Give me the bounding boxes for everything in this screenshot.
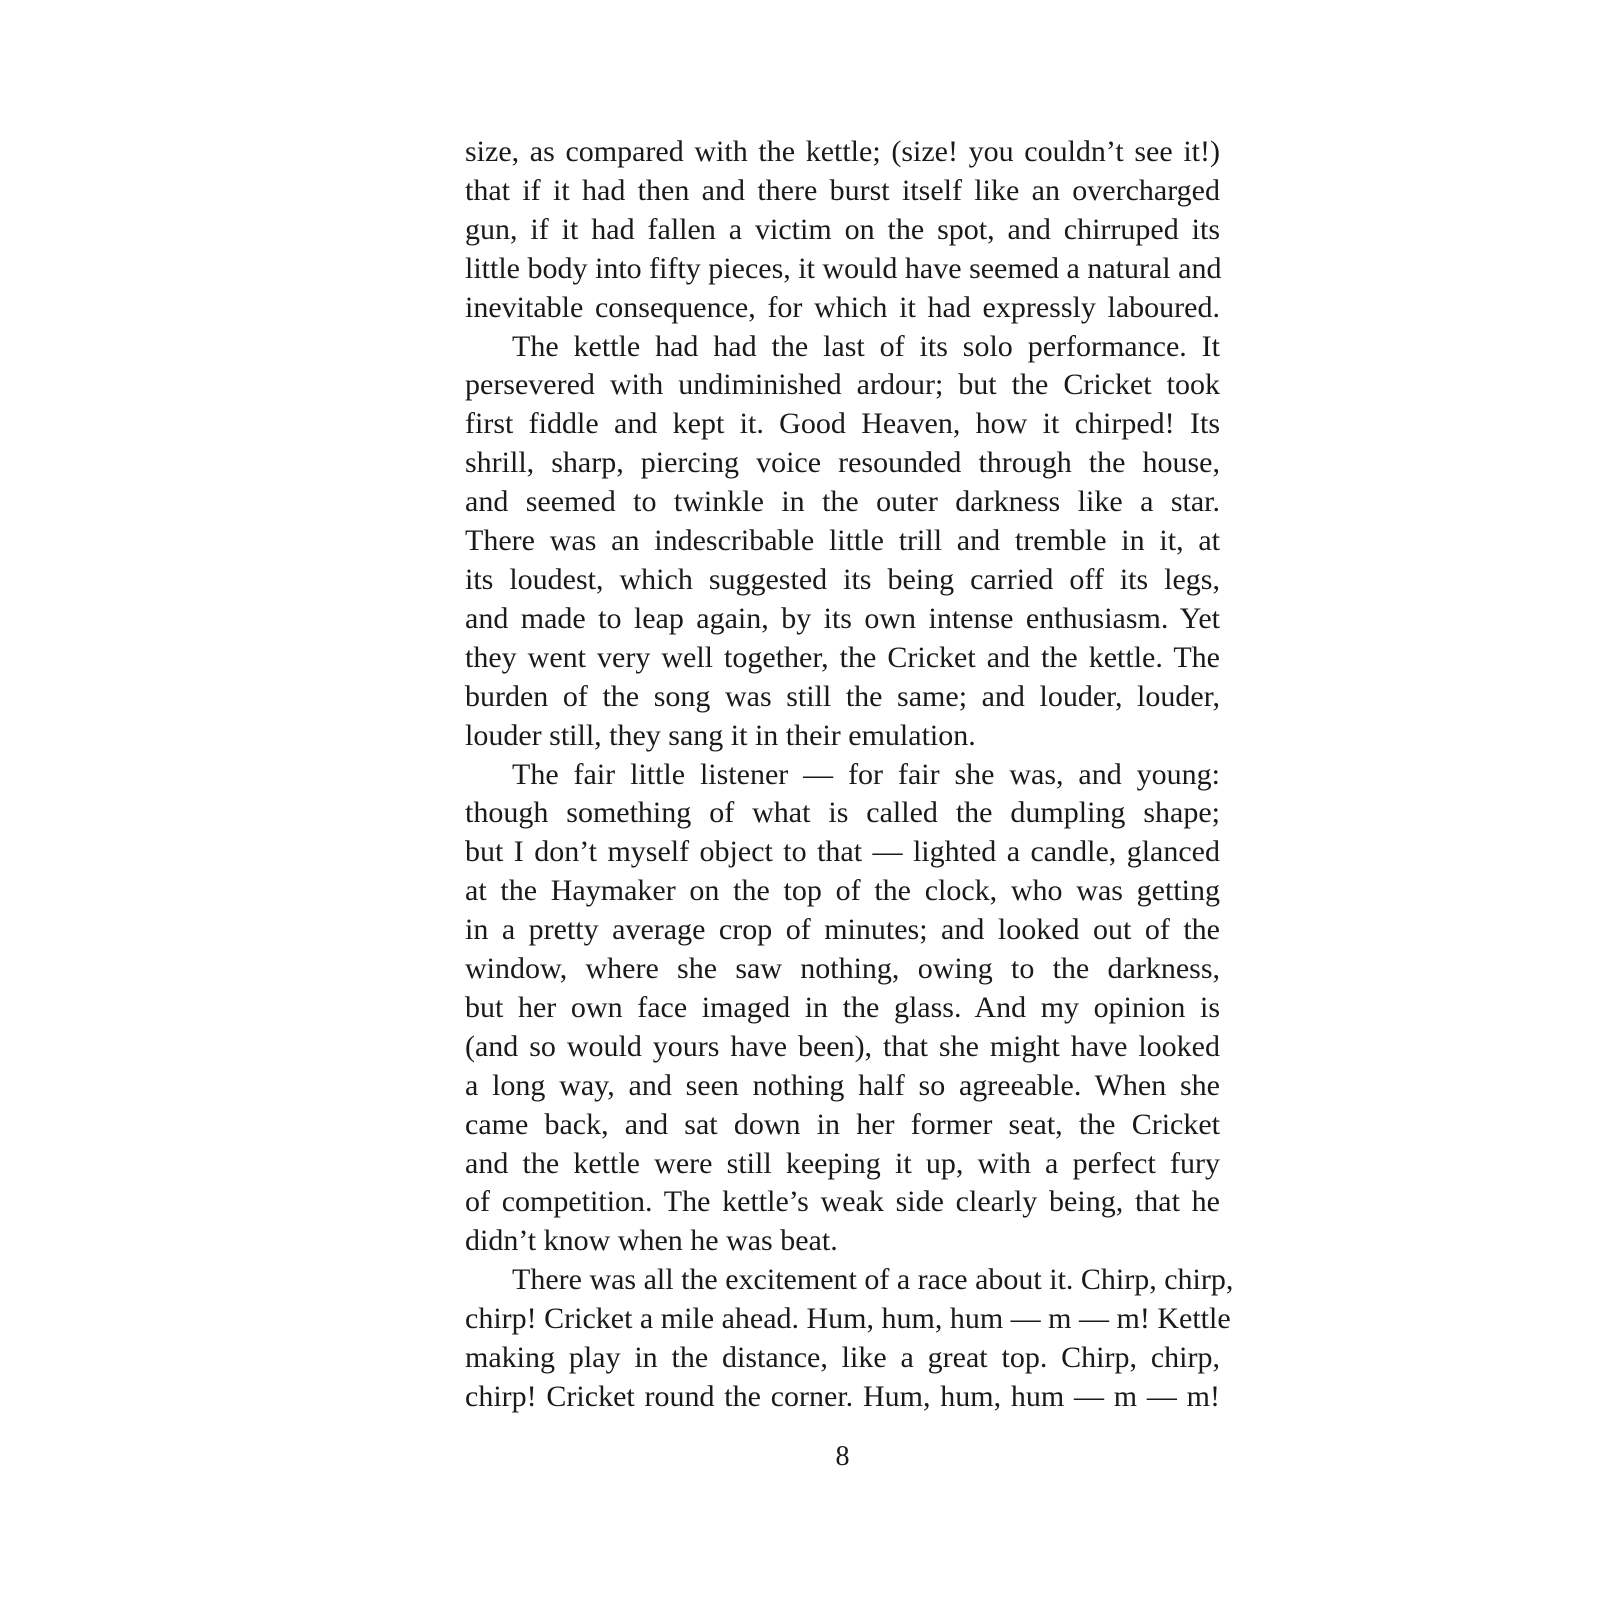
paragraph-first-line: The fair little listener — for fair she was, and young: [512,757,1220,791]
text-line: window, where she saw nothing, owing to the darkness, [465,952,1220,986]
text-line: a long way, and seen nothing half so agreeable. When she [465,1068,1220,1102]
text-line: gun, if it had fallen a victim on the spot, and chirruped its [465,212,1220,246]
text-line: its loudest, which suggested its being carried off its legs, [465,562,1220,596]
text-line: chirp! Cricket round the corner. Hum, hum, hum — m — m! [465,1380,1220,1413]
text-line: came back, and sat down in her former seat, the Cricket [465,1107,1220,1141]
text-line: and made to leap again, by its own intense enthusiasm. Yet [465,601,1220,635]
text-line: that if it had then and there burst itself like an overcharged [465,173,1220,207]
text-line: and seemed to twinkle in the outer darkness like a star. [465,485,1220,519]
paragraph-last-line: louder still, they sang it in their emulation. [465,718,976,752]
text-line: first fiddle and kept it. Good Heaven, how it chirped! Its [465,407,1220,441]
text-line: shrill, sharp, piercing voice resounded through the house, [465,446,1220,480]
text-line: they went very well together, the Cricket and the kettle. The [465,640,1220,674]
text-line: of competition. The kettle’s weak side clearly being, that he [465,1185,1220,1219]
text-line: but I don’t myself object to that — lighted a candle, glanced [465,835,1220,869]
text-line: but her own face imaged in the glass. And my opinion is [465,990,1220,1024]
text-line: (and so would yours have been), that she might have looked [465,1029,1220,1063]
paragraph-last-line: didn’t know when he was beat. [465,1224,838,1258]
text-line: making play in the distance, like a great top. Chirp, chirp, [465,1341,1220,1375]
text-line: at the Haymaker on the top of the clock, who was getting [465,874,1220,908]
text-line: inevitable consequence, for which it had expressly laboured. [465,290,1220,324]
page-number: 8 [835,1441,850,1472]
text-line: burden of the song was still the same; and louder, louder, [465,679,1220,713]
text-line: chirp! Cricket a mile ahead. Hum, hum, hum — m — m! Kettle [465,1302,1231,1336]
text-line: persevered with undiminished ardour; but the Cricket took [465,368,1220,402]
text-line: size, as compared with the kettle; (size! you couldn’t see it!) [465,135,1220,168]
text-line: and the kettle were still keeping it up, with a perfect fury [465,1146,1220,1180]
body-text [465,133,1234,1417]
text-line: though something of what is called the dumpling shape; [465,796,1220,830]
paragraph-first-line: The kettle had had the last of its solo performance. It [512,329,1220,363]
text-line: little body into fifty pieces, it would have seemed a natural and [465,251,1222,285]
text-line: There was an indescribable little trill and tremble in it, at [465,524,1220,558]
text-line: in a pretty average crop of minutes; and looked out of the [465,913,1220,947]
paragraph-first-line: There was all the excitement of a race about it. Chirp, chirp, [512,1263,1234,1297]
